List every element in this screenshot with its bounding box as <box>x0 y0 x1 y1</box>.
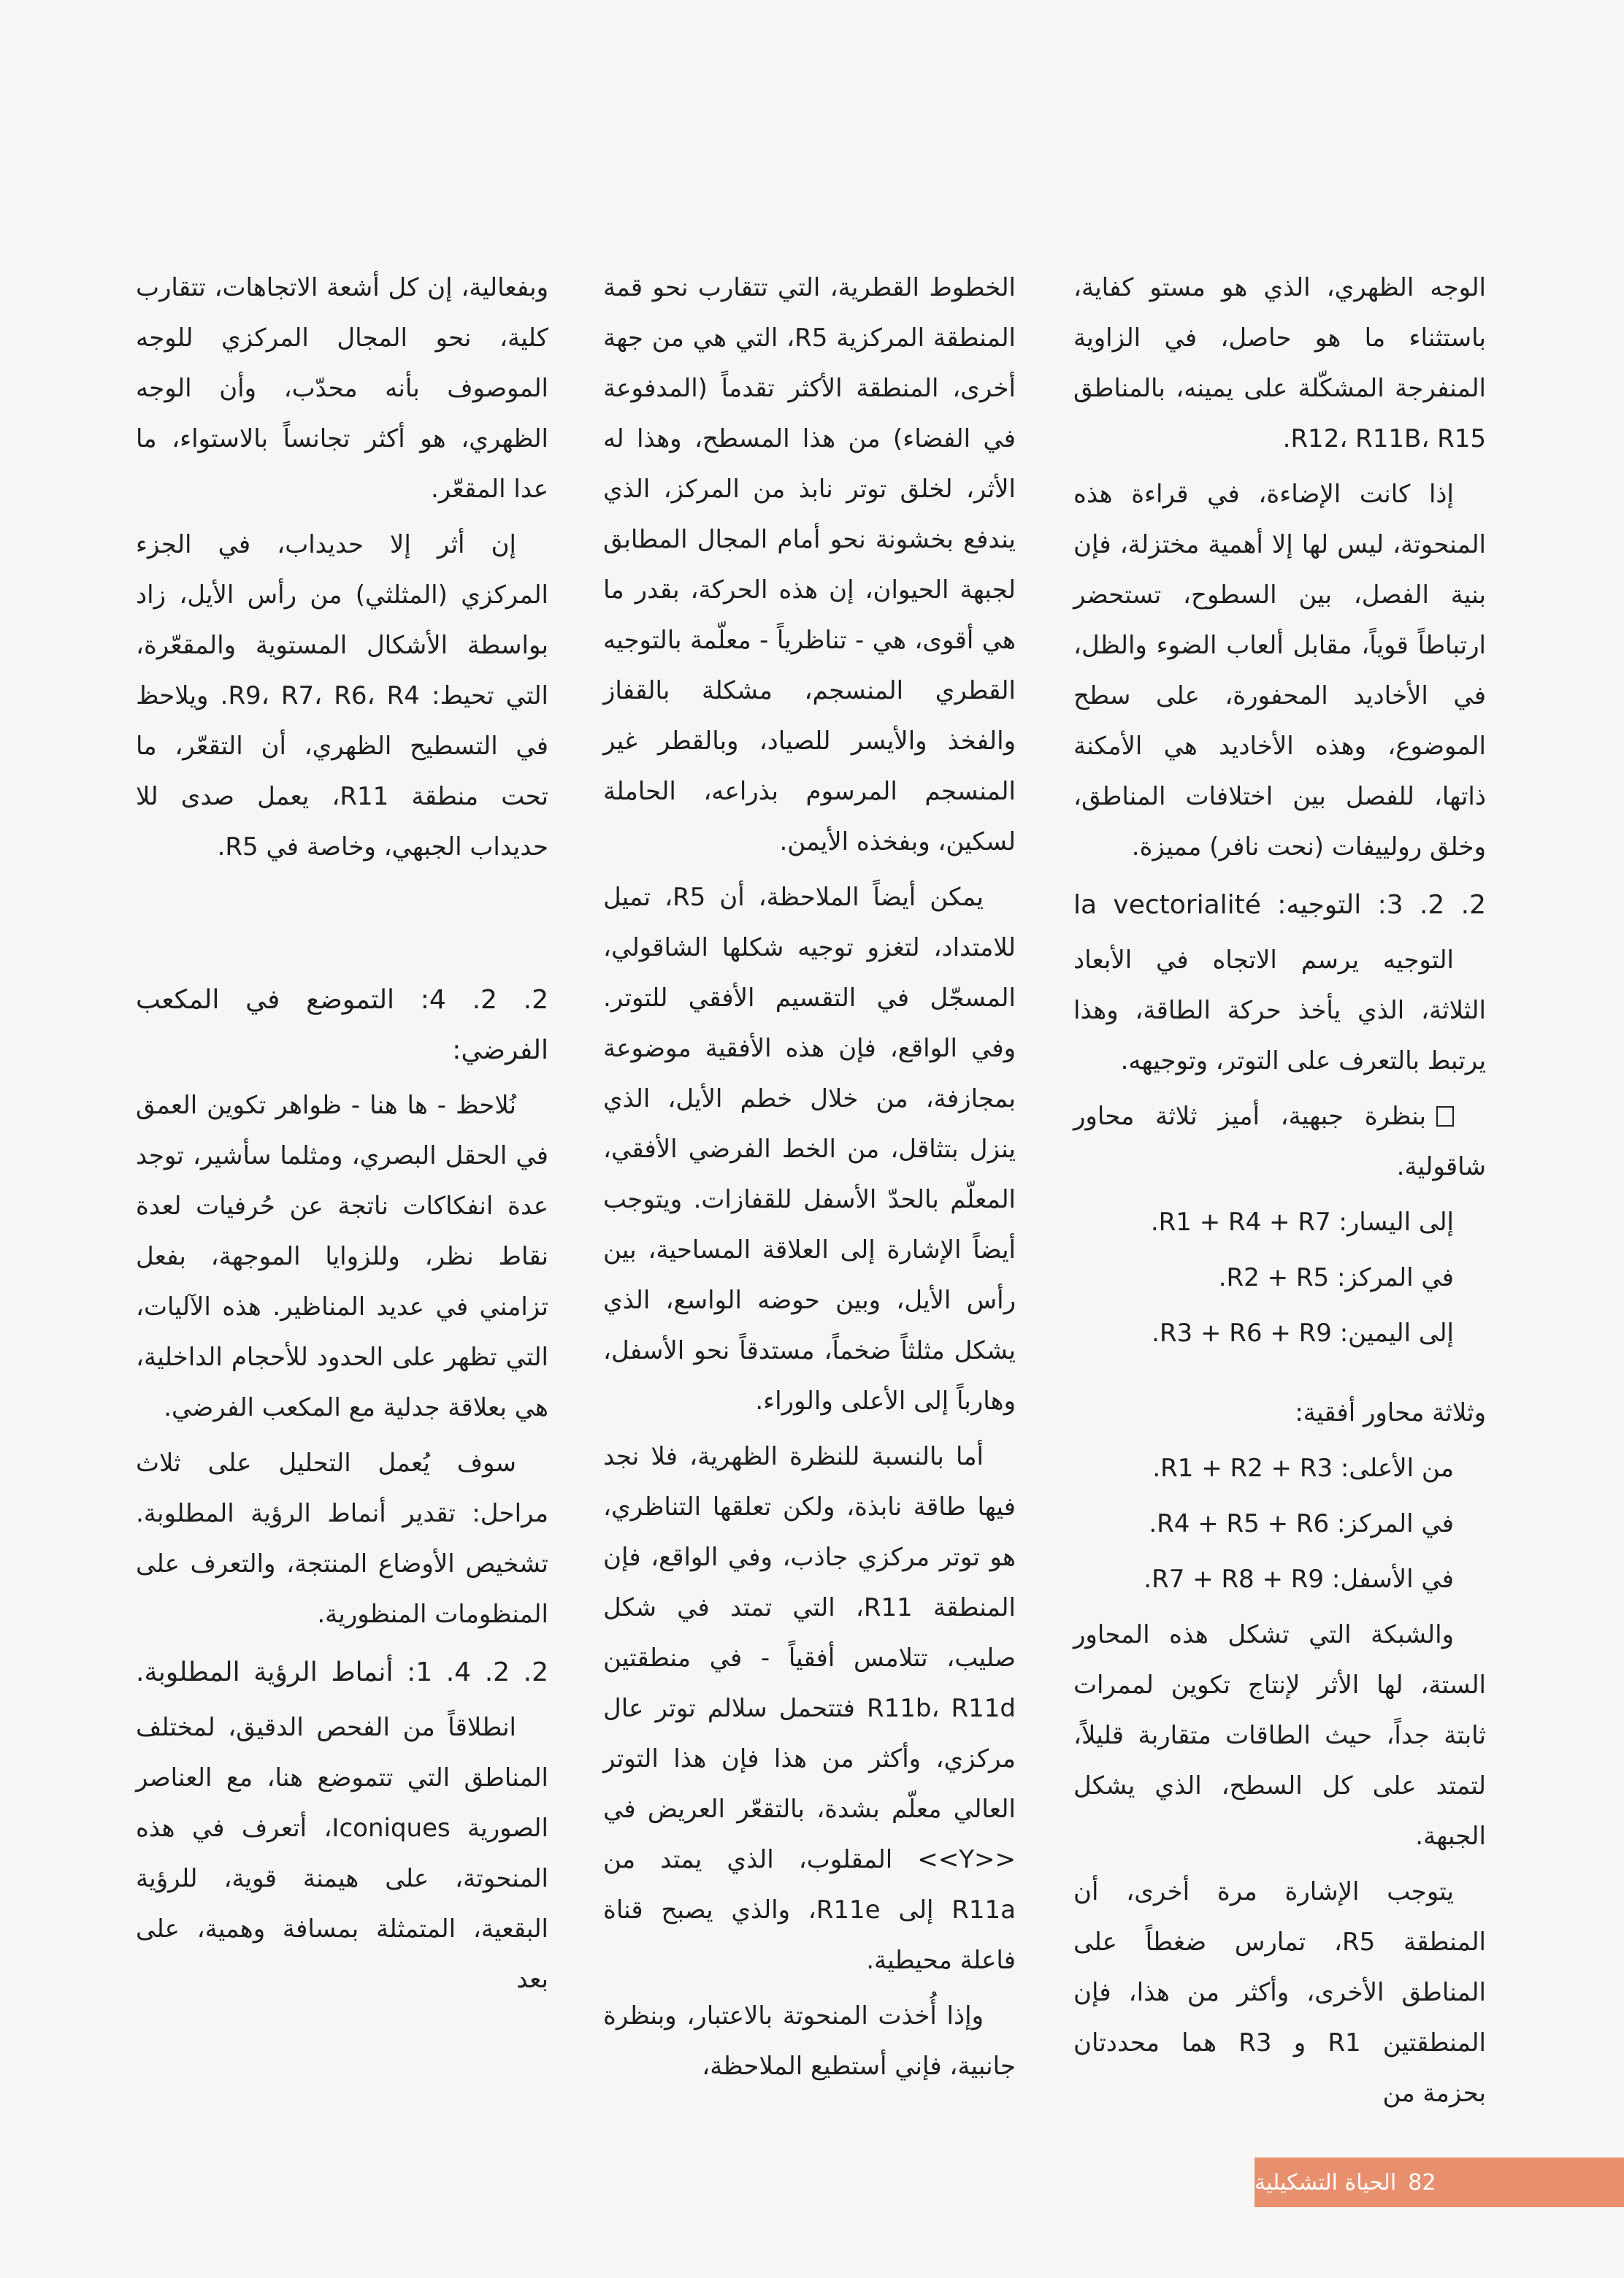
paragraph: وبفعالية، إن كل أشعة الاتجاهات، تتقارب كلية، نحو المجال المركزي للوجه الموصوف بأنه محدّب، وأن الوجه الظهري، هو أكثر تجانساً بالاستواء، ما عدا المقعّر. <box>136 273 548 504</box>
text-column-left <box>136 263 548 2010</box>
paragraph: إن أثر إلا حديداب، في الجزء المركزي (المثلثي) من رأس الأيل، زاد بواسطة الأشكال المستوية والمقعّرة، التي تحيط: R9، R7، R6، R4. ويلاحظ في التسطيح الظهري، أن التقعّر، ما تحت منطقة R11، يعمل صدى للا حديداب الجبهي، وخاصة في R5. <box>136 530 549 862</box>
axis-line: في الأسفل: R7 + R8 + R9. <box>1144 1565 1454 1594</box>
magazine-title: الحياة التشكيلية <box>1255 2169 1397 2195</box>
paragraph: وإذا أُخذت المنحوتة بالاعتبار، وبنظرة جانبية، فإني أستطيع الملاحظة، <box>603 2001 1016 2081</box>
axis-line: إلى اليمين: R3 + R6 + R9. <box>1152 1319 1454 1348</box>
checkbox-square-icon <box>1436 1106 1454 1127</box>
page-footer-bar <box>1255 2158 1624 2207</box>
paragraph: التوجيه يرسم الاتجاه في الأبعاد الثلاثة، الذي يأخذ حركة الطاقة، وهذا يرتبط بالتعرف على التوتر، وتوجيهه. <box>1073 946 1486 1075</box>
axis-line: إلى اليسار: R1 + R4 + R7. <box>1150 1208 1454 1237</box>
text-column-right <box>1073 263 1486 2124</box>
paragraph: يتوجب الإشارة مرة أخرى، أن المنطقة R5، تمارس ضغطاً على المناطق الأخرى، وأكثر من هذا، فإن المنطقتين R1 و R3 هما محددتان بحزمة من <box>1073 1877 1486 2108</box>
axis-line: في المركز: R2 + R5. <box>1218 1263 1454 1292</box>
paragraph: والشبكة التي تشكل هذه المحاور الستة، لها الأثر لإنتاج تكوين لممرات ثابتة جداً، حيث الطاقات متقاربة قليلاً، لتمتد على كل السطح، الذي يشكل الجبهة. <box>1073 1620 1486 1851</box>
section-heading: 2. 2. 4: التموضع في المكعب الفرضي: <box>136 985 549 1065</box>
paragraph: أما بالنسبة للنظرة الظهرية، فلا نجد فيها طاقة نابذة، ولكن تعلقها التناظري، هو توتر مركزي جاذب، وفي الواقع، فإن المنطقة R11، التي تمتد في شكل صليب، تتلامس أفقياً - في منطقتين R11b، R11d فتتحمل سلالم توتر عال مركزي، وأكثر من هذا فإن هذا التوتر العالي معلّم بشدة، بالتقعّر العريض في <<Y>> المقلوب، الذي يمتد من R11a إلى R11e، والذي يصبح قناة فاعلة محيطية. <box>603 1442 1016 1975</box>
page-number: 82 <box>1408 2169 1436 2195</box>
paragraph: سوف يُعمل التحليل على ثلاث مراحل: تقدير أنماط الرؤية المطلوبة. تشخيص الأوضاع المنتجة، والتعرف على المنظومات المنظورية. <box>136 1449 548 1629</box>
paragraph <box>1073 1092 1486 1192</box>
section-heading: 2. 2. 4. 1: أنماط الرؤية المطلوبة. <box>136 1657 549 1687</box>
paragraph: يمكن أيضاً الملاحظة، أن R5، تميل للامتداد، لتغزو توجيه شكلها الشاقولي، المسجّل في التقسيم الأفقي للتوتر. وفي الواقع، فإن هذه الأفقية موضوعة بمجازفة، من خلال خطم الأيل، الذي ينزل بتثاقل، من الخط الفرضي الأفقي، المعلّم بالحدّ الأسفل للقفازات. ويتوجب أيضاً الإشارة إلى العلاقة المساحية، بين رأس الأيل، وبين حوضه الواسع، الذي يشكل مثلثاً ضخماً، مستدقاً نحو الأسفل، وهارباً إلى الأعلى والوراء. <box>603 883 1016 1416</box>
paragraph: نُلاحظ - ها هنا - ظواهر تكوين العمق في الحقل البصري، ومثلما سأشير، توجد عدة انفكاكات ناتجة عن حُرفيات لعدة نقاط نظر، وللزوايا الموجهة، بفعل تزامني في عديد المناظير. هذه الآليات، التي تظهر على الحدود للأحجام الداخلية، هي بعلاقة جدلية مع المكعب الفرضي. <box>136 1091 548 1422</box>
paragraph: إذا كانت الإضاءة، في قراءة هذه المنحوتة، ليس لها إلا أهمية مختزلة، فإن بنية الفصل، بين السطوح، تستحضر ارتباطاً قوياً، مقابل ألعاب الضوء والظل، في الأخاديد المحفورة، على سطح الموضوع، وهذه الأخاديد هي الأمكنة ذاتها، للفصل بين اختلافات المناطق، وخلق رولييفات (نحت نافر) مميزة. <box>1073 480 1486 862</box>
axis-line: من الأعلى: R1 + R2 + R3. <box>1152 1454 1454 1483</box>
paragraph-text: بنظرة جبهية، أميز ثلاثة محاور شاقولية. <box>1073 1102 1486 1181</box>
paragraph: الخطوط القطرية، التي تتقارب نحو قمة المنطقة المركزية R5، التي هي من جهة أخرى، المنطقة الأكثر تقدماً (المدفوعة في الفضاء) من هذا المسطح، وهذا له الأثر، لخلق توتر نابذ من المركز، الذي يندفع بخشونة نحو أمام المجال المطابق لجبهة الحيوان، إن هذه الحركة، بقدر ما هي أقوى، هي - تناظرياً - معلّمة بالتوجيه القطري المنسجم، مشكلة بالقفاز والفخذ والأيسر للصياد، وبالقطر غير المنسجم المرسوم بذراعه، الحاملة لسكين، وبفخذه الأيمن. <box>603 273 1016 856</box>
text-column-middle <box>603 263 1016 2097</box>
paragraph: الوجه الظهري، الذي هو مستو كفاية، باستثناء ما هو حاصل، في الزاوية المنفرجة المشكّلة على يمينه، بالمناطق R12، R11B، R15. <box>1073 273 1486 453</box>
axis-line: في المركز: R4 + R5 + R6. <box>1149 1509 1454 1538</box>
paragraph: انطلاقاً من الفحص الدقيق، لمختلف المناطق التي تتموضع هنا، مع العناصر الصورية Iconiques، أتعرف في هذه المنحوتة، على هيمنة قوية، للرؤية البقعية، المتمثلة بمسافة وهمية، على بعد <box>136 1713 548 1994</box>
paragraph: وثلاثة محاور أفقية: <box>1295 1398 1486 1427</box>
section-heading: 2. 2. 3: التوجيه: la vectorialité <box>1073 890 1486 920</box>
